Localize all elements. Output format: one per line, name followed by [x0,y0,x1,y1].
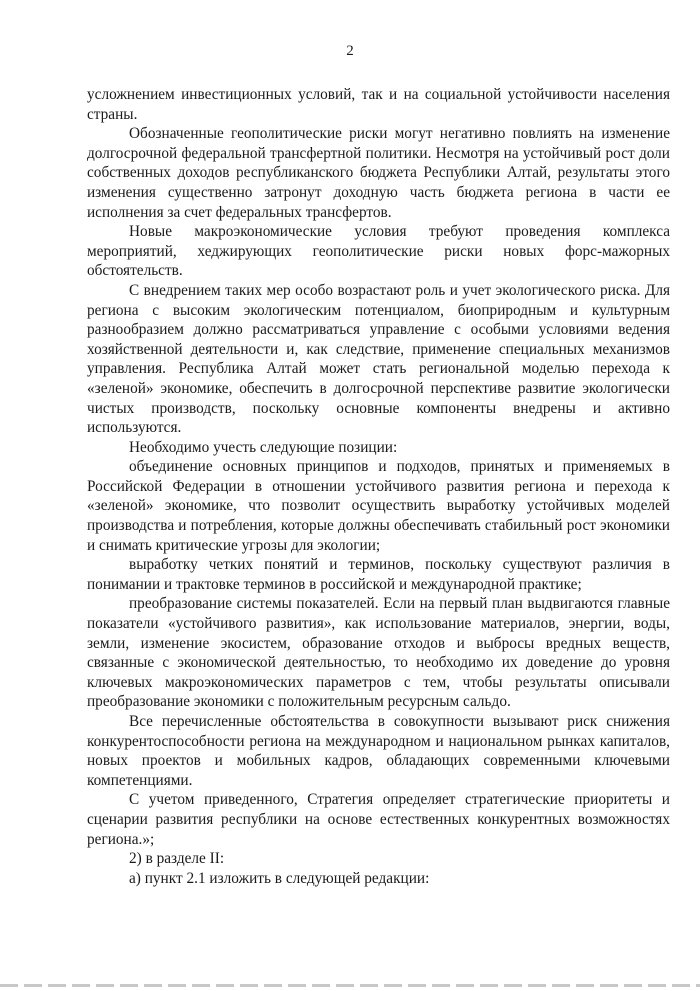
paragraph: преобразование системы показателей. Если на первый план выдвигаются главные показатели «устойчивого развития», как использование материалов, энергии, воды, земли, изменение экосистем, образование отходов и выбросы вредных веществ, связанные с экономической деятельностью, то необходимо их доведение до уровня ключевых макроэкономических параметров с тем, чтобы результаты описывали преобразование экономики с положительным ресурсным сальдо. [87,595,670,711]
paragraph: Все перечисленные обстоятельства в совокупности вызывают риск снижения конкурентоспособности региона на международном и национальном рынках капиталов, новых проектов и мобильных кадров, обладающих современными ключевыми компетенциями. [87,713,670,789]
paragraph: С внедрением таких мер особо возрастают роль и учет экологического риска. Для региона с высоким экологическим потенциалом, биоприродным и культурным разнообразием должно рассматриваться управление с особыми условиями ведения хозяйственной деятельности и, как следствие, применение специальных механизмов управления. Республика Алтай может стать региональной моделью перехода к «зеленой» экономике, обеспечить в долгосрочной перспективе развитие экологически чистых производств, поскольку основные компоненты внедрены и активно используются. [87,281,670,437]
paragraph: С учетом приведенного, Стратегия определяет стратегические приоритеты и сценарии развития республики на основе естественных конкурентных возможностях региона.»; [87,791,670,848]
paragraph: Новые макроэкономические условия требуют проведения комплекса мероприятий, хеджирующих геополитические риски новых форс-мажорных обстоятельств. [87,223,670,280]
paragraph: объединение основных принципов и подходов, принятых и применяемых в Российской Федерации в отношении устойчивого развития региона и перехода к «зеленой» экономике, что позволит осуществить выработку устойчивых моделей производства и потребления, которые должны обеспечивать стабильный рост экономики и снимать критические угрозы для экологии; [87,458,670,554]
scan-bottom-edge [0,984,700,987]
page-number: 2 [346,43,354,59]
paragraph: Необходимо учесть следующие позиции: [129,438,398,456]
paragraph: Обозначенные геополитические риски могут негативно повлиять на изменение долгосрочной федеральной трансфертной политики. Несмотря на устойчивый рост доли собственных доходов республиканского бюджета Республики Алтай, результаты этого изменения существенно затронут доходную часть бюджета региона в части ее исполнения за счет федеральных трансфертов. [87,125,670,221]
document-body [87,85,670,888]
paragraph: усложнением инвестиционных условий, так и на социальной устойчивости населения страны. [87,86,670,123]
paragraph: выработку четких понятий и терминов, поскольку существуют различия в понимании и трактовке терминов в российской и международной практике; [87,556,670,593]
paragraph: а) пункт 2.1 изложить в следующей редакции: [129,869,430,887]
paragraph: 2) в разделе II: [129,850,225,868]
